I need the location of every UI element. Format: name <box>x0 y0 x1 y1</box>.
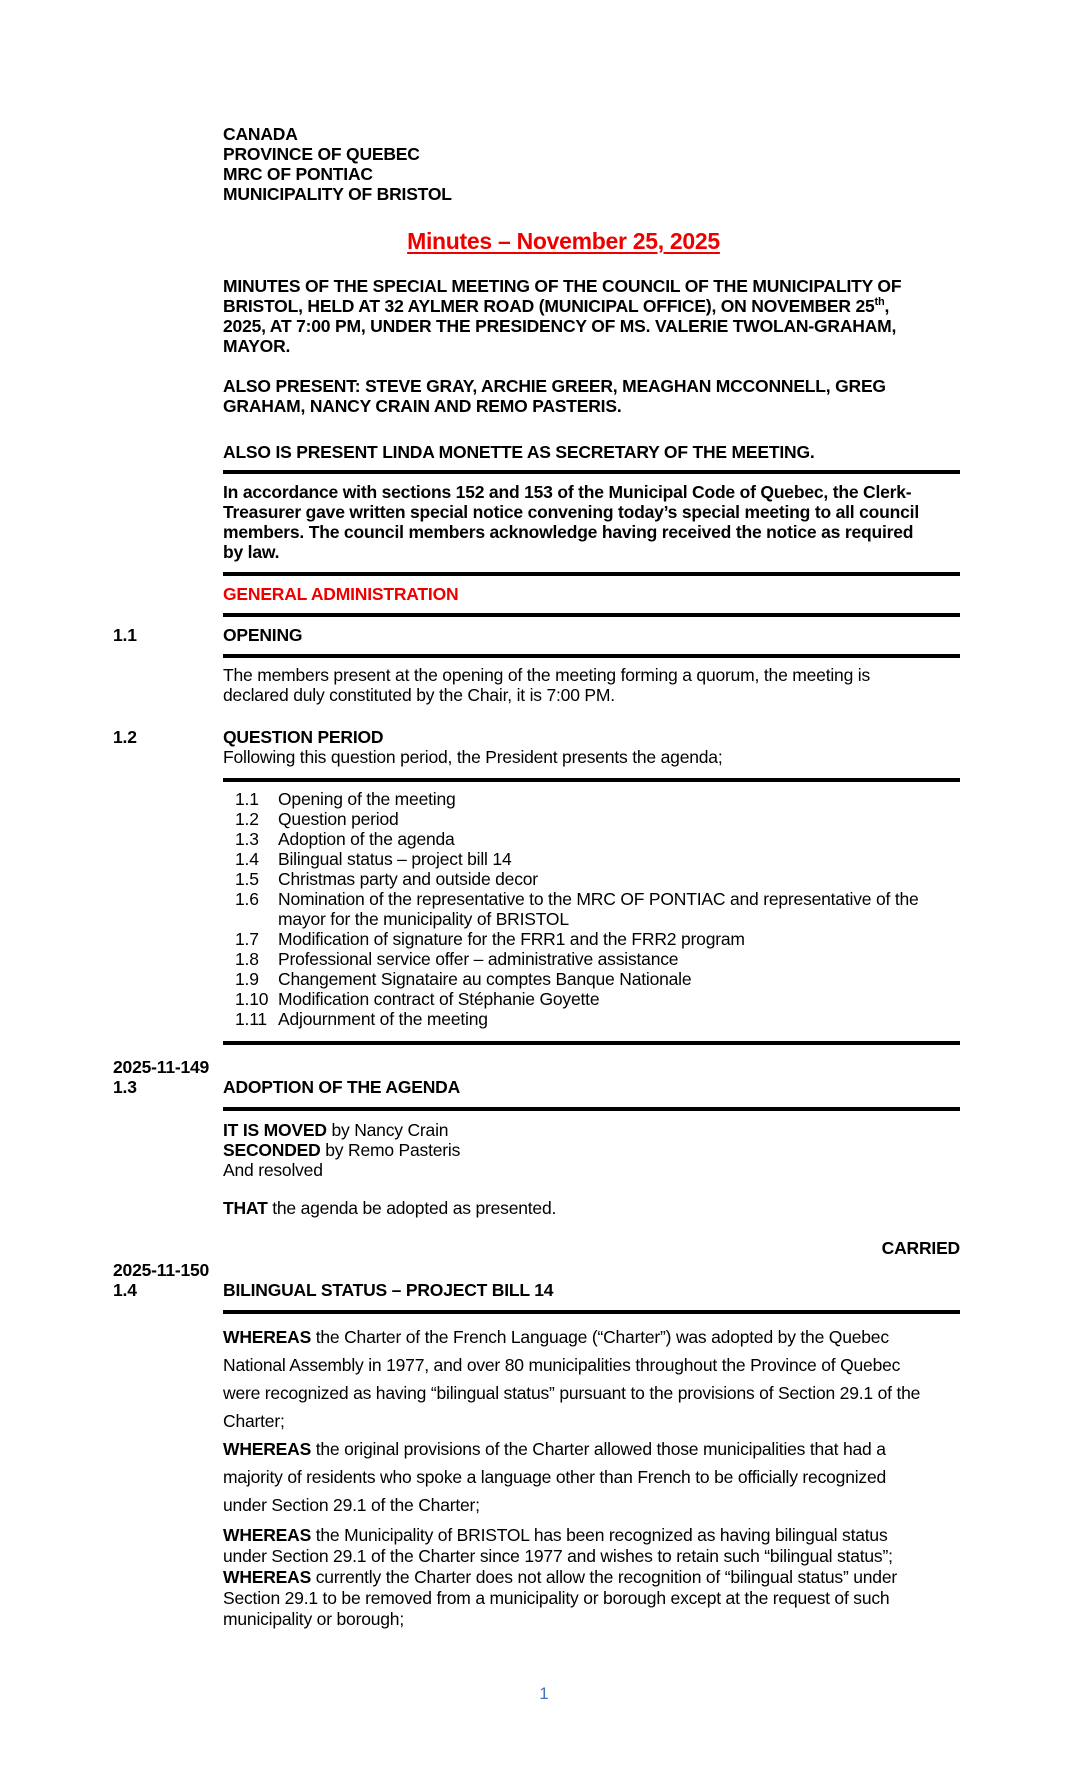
whereas-text: currently the Charter does not allow the recognition of “bilingual status” under Section 29.1 to be removed from a municipality or borough except at the request of such municipality or borough; <box>223 1567 897 1629</box>
document-body <box>113 124 960 1630</box>
section-1-1-row <box>113 617 960 658</box>
document-title: Minutes – November 25, 2025 <box>407 228 720 254</box>
resolution-number: 2025-11-149 <box>113 1057 210 1077</box>
secretary-paragraph: ALSO IS PRESENT LINDA MONETTE AS SECRETARY OF THE MEETING. <box>223 442 815 462</box>
whereas-label: WHEREAS <box>223 1567 312 1587</box>
agenda-item <box>223 869 960 889</box>
whereas-paragraph <box>223 1567 932 1630</box>
section-title-question-period: QUESTION PERIOD <box>223 727 384 747</box>
agenda-item-number: 1.7 <box>235 929 259 949</box>
legal-notice-paragraph: In accordance with sections 152 and 153 of the Municipal Code of Quebec, the Clerk-Treasurer gave written special notice convening today’s special meeting to all council members. The council members acknowledge having received the notice as required by law. <box>223 470 960 576</box>
agenda-item <box>223 929 960 949</box>
agenda-item-number: 1.3 <box>235 829 259 849</box>
whereas-paragraph <box>223 1435 960 1519</box>
question-period-paragraph: Following this question period, the President presents the agenda; <box>223 747 723 767</box>
agenda-item-text: Opening of the meeting <box>278 789 456 809</box>
agenda-item <box>223 969 960 989</box>
resolution-149-heading-row <box>113 1057 960 1111</box>
resolution-150-body-row <box>113 1314 960 1630</box>
whereas-paragraph <box>223 1323 960 1435</box>
intro-paragraph <box>223 276 960 356</box>
intro-row <box>113 254 960 462</box>
section-heading-general-administration: GENERAL ADMINISTRATION <box>223 576 960 617</box>
intro-text-before: MINUTES OF THE SPECIAL MEETING OF THE COUNCIL OF THE MUNICIPALITY OF BRISTOL, HELD AT 32 AYLMER ROAD (MUNICIPAL OFFICE), ON NOVEMBER 25 <box>223 276 902 316</box>
agenda-item <box>223 789 960 809</box>
whereas-label: WHEREAS <box>223 1525 312 1545</box>
letterhead-line-country: CANADA <box>223 124 298 144</box>
agenda-item <box>223 809 960 829</box>
agenda-item-text: Question period <box>278 809 399 829</box>
section-1-1-body-row <box>113 658 960 705</box>
that-label: THAT <box>223 1198 268 1218</box>
agenda-item-number: 1.1 <box>235 789 259 809</box>
resolved-line: And resolved <box>223 1160 323 1180</box>
agenda-item-text: Modification contract of Stéphanie Goyette <box>278 989 600 1009</box>
agenda-item <box>223 849 960 869</box>
notice-row <box>113 462 960 576</box>
resolution-149-body-row <box>113 1111 960 1258</box>
agenda-item <box>223 1009 960 1029</box>
agenda-item-text: Nomination of the representative to the MRC OF PONTIAC and representative of the mayor for the municipality of BRISTOL <box>278 889 919 929</box>
agenda-item-number: 1.8 <box>235 949 259 969</box>
agenda-item-number: 1.11 <box>235 1009 267 1029</box>
agenda-item-number: 1.6 <box>235 889 259 909</box>
section-title-adoption-of-agenda: ADOPTION OF THE AGENDA <box>223 1077 960 1111</box>
agenda-item <box>223 989 960 1009</box>
agenda-item-text: Changement Signataire au comptes Banque Nationale <box>278 969 692 989</box>
moved-line <box>223 1120 960 1140</box>
agenda-item-number: 1.4 <box>235 849 259 869</box>
agenda-item-text: Christmas party and outside decor <box>278 869 538 889</box>
whereas-text: the Charter of the French Language (“Charter”) was adopted by the Quebec National Assembly in 1977, and over 80 municipalities throughout the Province of Quebec were recognized as having “bilingual status” pursuant to the provisions of Section 29.1 of the Charter; <box>223 1327 921 1431</box>
agenda-item <box>223 889 960 929</box>
ordinal-suffix: th <box>874 296 885 309</box>
general-administration-row <box>113 576 960 617</box>
whereas-label: WHEREAS <box>223 1439 312 1459</box>
agenda-list <box>223 778 960 1045</box>
also-present-paragraph: ALSO PRESENT: STEVE GRAY, ARCHIE GREER, MEAGHAN MCCONNELL, GREG GRAHAM, NANCY CRAIN AND REMO PASTERIS. <box>223 376 886 416</box>
section-number: 1.4 <box>113 1280 137 1300</box>
section-1-2-row <box>113 727 960 767</box>
whereas-label: WHEREAS <box>223 1327 312 1347</box>
that-line <box>223 1198 960 1218</box>
agenda-item-text: Bilingual status – project bill 14 <box>278 849 512 869</box>
that-text: the agenda be adopted as presented. <box>267 1198 557 1218</box>
seconded-line <box>223 1140 960 1160</box>
agenda-item <box>223 829 960 849</box>
agenda-item <box>223 949 960 969</box>
page-number: 1 <box>539 1684 549 1703</box>
opening-paragraph: The members present at the opening of the meeting forming a quorum, the meeting is declared duly constituted by the Chair, it is 7:00 PM. <box>223 665 871 705</box>
whereas-paragraph <box>223 1525 932 1567</box>
agenda-item-text: Modification of signature for the FRR1 and the FRR2 program <box>278 929 745 949</box>
section-number: 1.3 <box>113 1077 137 1097</box>
section-title-bilingual-status: BILINGUAL STATUS – PROJECT BILL 14 <box>223 1280 960 1314</box>
letterhead-line-province: PROVINCE OF QUEBEC <box>223 144 420 164</box>
motion-block <box>223 1120 960 1180</box>
letterhead-line-mrc: MRC OF PONTIAC <box>223 164 373 184</box>
resolution-150-heading-row <box>113 1260 960 1314</box>
letterhead-line-municipality: MUNICIPALITY OF BRISTOL <box>223 184 452 204</box>
title-row <box>113 204 960 254</box>
agenda-item-number: 1.5 <box>235 869 259 889</box>
whereas-paragraph-group <box>223 1525 960 1630</box>
resolution-number: 2025-11-150 <box>113 1260 210 1280</box>
carried-label: CARRIED <box>881 1238 960 1258</box>
seconded-label: SECONDED <box>223 1140 321 1160</box>
letterhead <box>113 124 960 204</box>
moved-label: IT IS MOVED <box>223 1120 327 1140</box>
agenda-item-text: Professional service offer – administrative assistance <box>278 949 679 969</box>
section-number: 1.1 <box>113 625 137 645</box>
section-title-opening: OPENING <box>223 617 960 658</box>
agenda-item-number: 1.10 <box>235 989 269 1009</box>
moved-by: by Nancy Crain <box>326 1120 449 1140</box>
section-number: 1.2 <box>113 727 137 747</box>
whereas-text: the Municipality of BRISTOL has been recognized as having bilingual status under Section 29.1 of the Charter since 1977 and wishes to retain such “bilingual status”; <box>223 1525 893 1566</box>
agenda-item-number: 1.9 <box>235 969 259 989</box>
intro-text-after: , 2025, AT 7:00 PM, UNDER THE PRESIDENCY OF MS. VALERIE TWOLAN-GRAHAM, MAYOR. <box>223 296 897 356</box>
agenda-item-number: 1.2 <box>235 809 259 829</box>
seconded-by: by Remo Pasteris <box>320 1140 461 1160</box>
agenda-row <box>113 778 960 1045</box>
agenda-item-text: Adjournment of the meeting <box>278 1009 488 1029</box>
whereas-text: the original provisions of the Charter allowed those municipalities that had a majority of residents who spoke a language other than French to be officially recognized under Section 29.1 of the Charter; <box>223 1439 887 1515</box>
agenda-item-text: Adoption of the agenda <box>278 829 455 849</box>
